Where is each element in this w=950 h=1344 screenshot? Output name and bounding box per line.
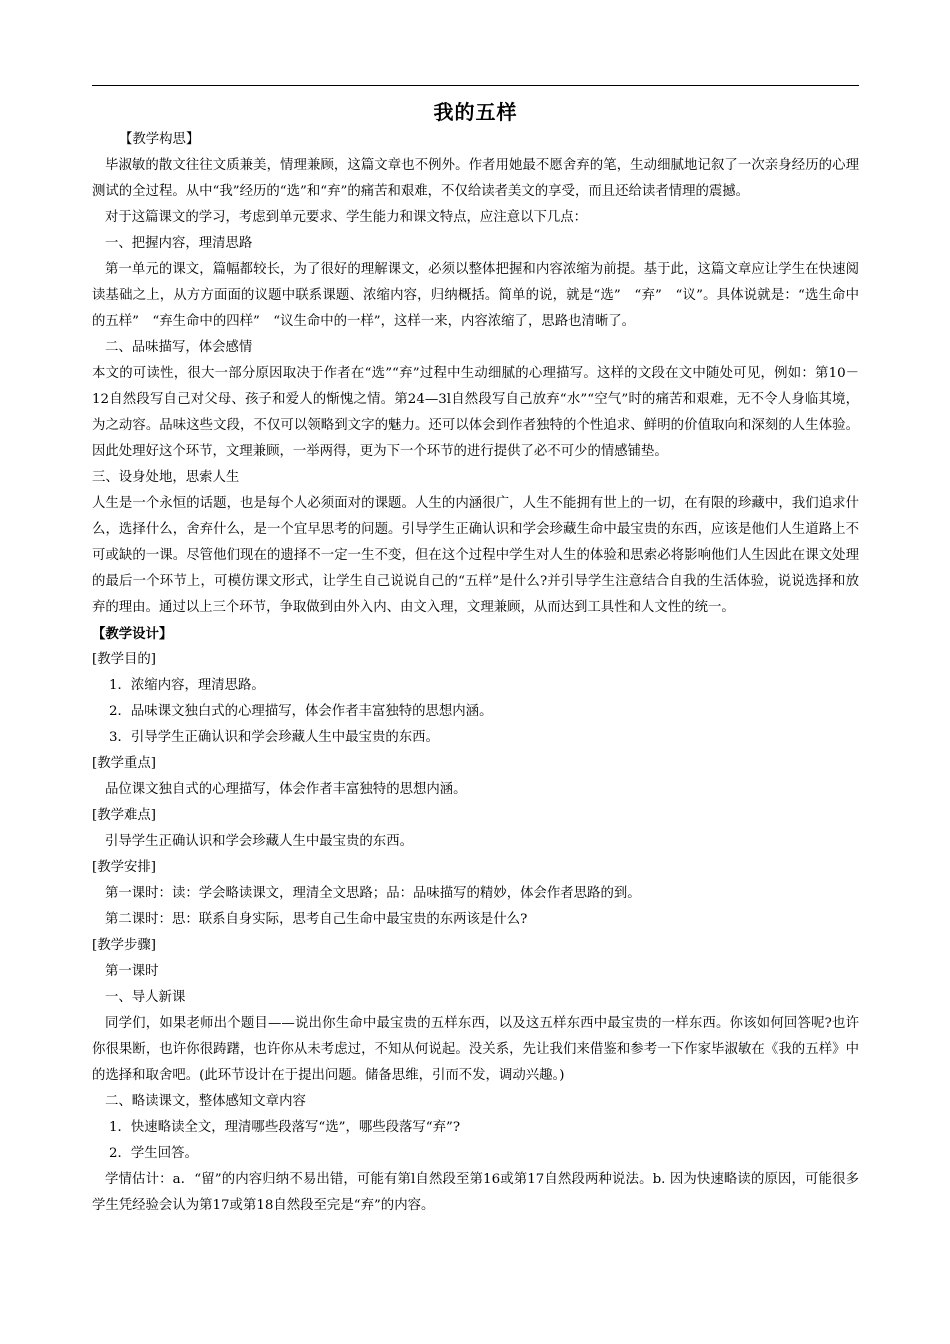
paragraph: 毕淑敏的散文往往文质兼美，情理兼顾，这篇文章也不例外。作者用她最不愿舍弃的笔，生动细腻地记叙了一次亲身经历的心理测试的全过程。从中“我”经历的“选”和“弃”的痛苦和艰难，不仅给读者美文的享受，而且还给读者情理的震撼。 [92, 158, 859, 199]
paragraph: 第二课时：思：联系自身实际，思考自己生命中最宝贵的东两该是什么? [105, 912, 528, 927]
paragraph: 本文的可读性，很大一部分原因取决于作者在“选”“弃”过程中生动细腻的心理描写。这样的文段在文中随处可见，例如：第10－12自然段写自己对父母、孩子和爱人的惭愧之情。第24—3l自然段写自己放弃“水”“空气”时的痛苦和艰难，无不令人身临其境，为之动容。品味这些文段，不仅可以领略到文字的魅力。还可以体会到作者独特的个性追求、鲜明的价值取向和深刻的人生体验。因此处理好这个环节，文理兼顾，一举两得，更为下一个环节的进行提供了必不可少的情感铺垫。 [92, 366, 859, 459]
list-item: 2．学生回答。 [109, 1146, 198, 1161]
paragraph: 人生是一个永恒的话题，也是每个人必须面对的课题。人生的内涵很广，人生不能拥有世上的一切，在有限的珍藏中，我们追求什么，选择什么，舍弃什么，是一个宜早思考的问题。引导学生正确认识和学会珍藏生命中最宝贵的东西，应该是他们人生道路上不可或缺的一课。尽管他们现在的遗择不一定一生不变，但在这个过程中学生对人生的体验和思索必将影响他们人生因此在课文处理的最后一个环节上，可模仿课文形式，让学生自己说说自己的“五样”是什么?并引导学生注意结合自我的生活体验，说说选择和放弃的理由。通过以上三个环节，争取做到由外入内、由文入理，文理兼顾，从而达到工具性和人文性的统一。 [92, 496, 859, 615]
bracket-heading: [教学步骤] [92, 938, 157, 953]
section-heading-teaching-design: 【教学设计】 [92, 626, 173, 642]
document-title: 我的五样 [433, 100, 518, 124]
paragraph: 对于这篇课文的学习，考虑到单元要求、学生能力和课文特点，应注意以下几点： [105, 210, 588, 225]
bracket-heading: [教学难点] [92, 808, 157, 823]
bracket-heading: [教学目的] [92, 652, 157, 667]
paragraph: 学情估计：a．“留”的内容归纳不易出错，可能有第l自然段至第16或第17自然段两种说法。b. 因为快速略读的原因，可能很多学生凭经验会认为第17或第18自然段至完是“弃”的内容。 [92, 1172, 859, 1213]
subheading: 三、设身处地，思索人生 [92, 470, 240, 485]
list-item: 1．浓缩内容，理清思路。 [109, 678, 265, 693]
paragraph: 第一课时：读：学会略读课文，理清全文思路；品：品味描写的精妙，体会作者思路的到。 [105, 886, 641, 901]
subheading: 第一课时 [105, 964, 159, 979]
section-heading-teaching-concept: 【教学构思】 [119, 132, 200, 147]
bracket-heading: [教学安排] [92, 860, 157, 875]
document-body [92, 127, 859, 1219]
subheading: 一、导人新课 [105, 990, 186, 1005]
subheading: 二、略读课文，整体感知文章内容 [105, 1094, 306, 1109]
list-item: 2．品味课文独白式的心理描写，体会作者丰富独特的思想内涵。 [109, 704, 493, 719]
subheading: 一、把握内容，理清思路 [105, 236, 253, 251]
list-item: 1．快速略读全文，理清哪些段落写“选”，哪些段落写“弃”? [109, 1120, 461, 1135]
paragraph: 引导学生正确认识和学会珍藏人生中最宝贵的东西。 [105, 834, 413, 849]
paragraph: 第一单元的课文，篇幅都较长，为了很好的理解课文，必须以整体把握和内容浓缩为前提。基于此，这篇文章应让学生在快速阅读基础之上，从方方面面的议题中联系课题、浓缩内容，归纳概括。简单的说，就是“选” “弃” “议”。具体说就是：“选生命中的五样” “弃生命中的四样” “议生命中的一样”，这样一来，内容浓缩了，思路也清晰了。 [92, 262, 859, 329]
subheading: 二、品味描写，体会感情 [105, 340, 253, 355]
bracket-heading: [教学重点] [92, 756, 157, 771]
paragraph: 品位课文独自式的心理描写，体会作者丰富独特的思想内涵。 [105, 782, 467, 797]
paragraph: 同学们，如果老师出个题目——说出你生命中最宝贵的五样东西，以及这五样东西中最宝贵的一样东西。你该如何回答呢?也许你很果断，也许你很踌躇，也许你从未考虑过，不知从何说起。没关系，先让我们来借鉴和参考一下作家毕淑敏在《我的五样》中的选择和取舍吧。(此环节设计在于提出问题。储备思维，引而不发，调动兴趣。) [92, 1016, 859, 1083]
header-rule [92, 85, 859, 86]
list-item: 3．引导学生正确认识和学会珍藏人生中最宝贵的东西。 [109, 730, 439, 745]
